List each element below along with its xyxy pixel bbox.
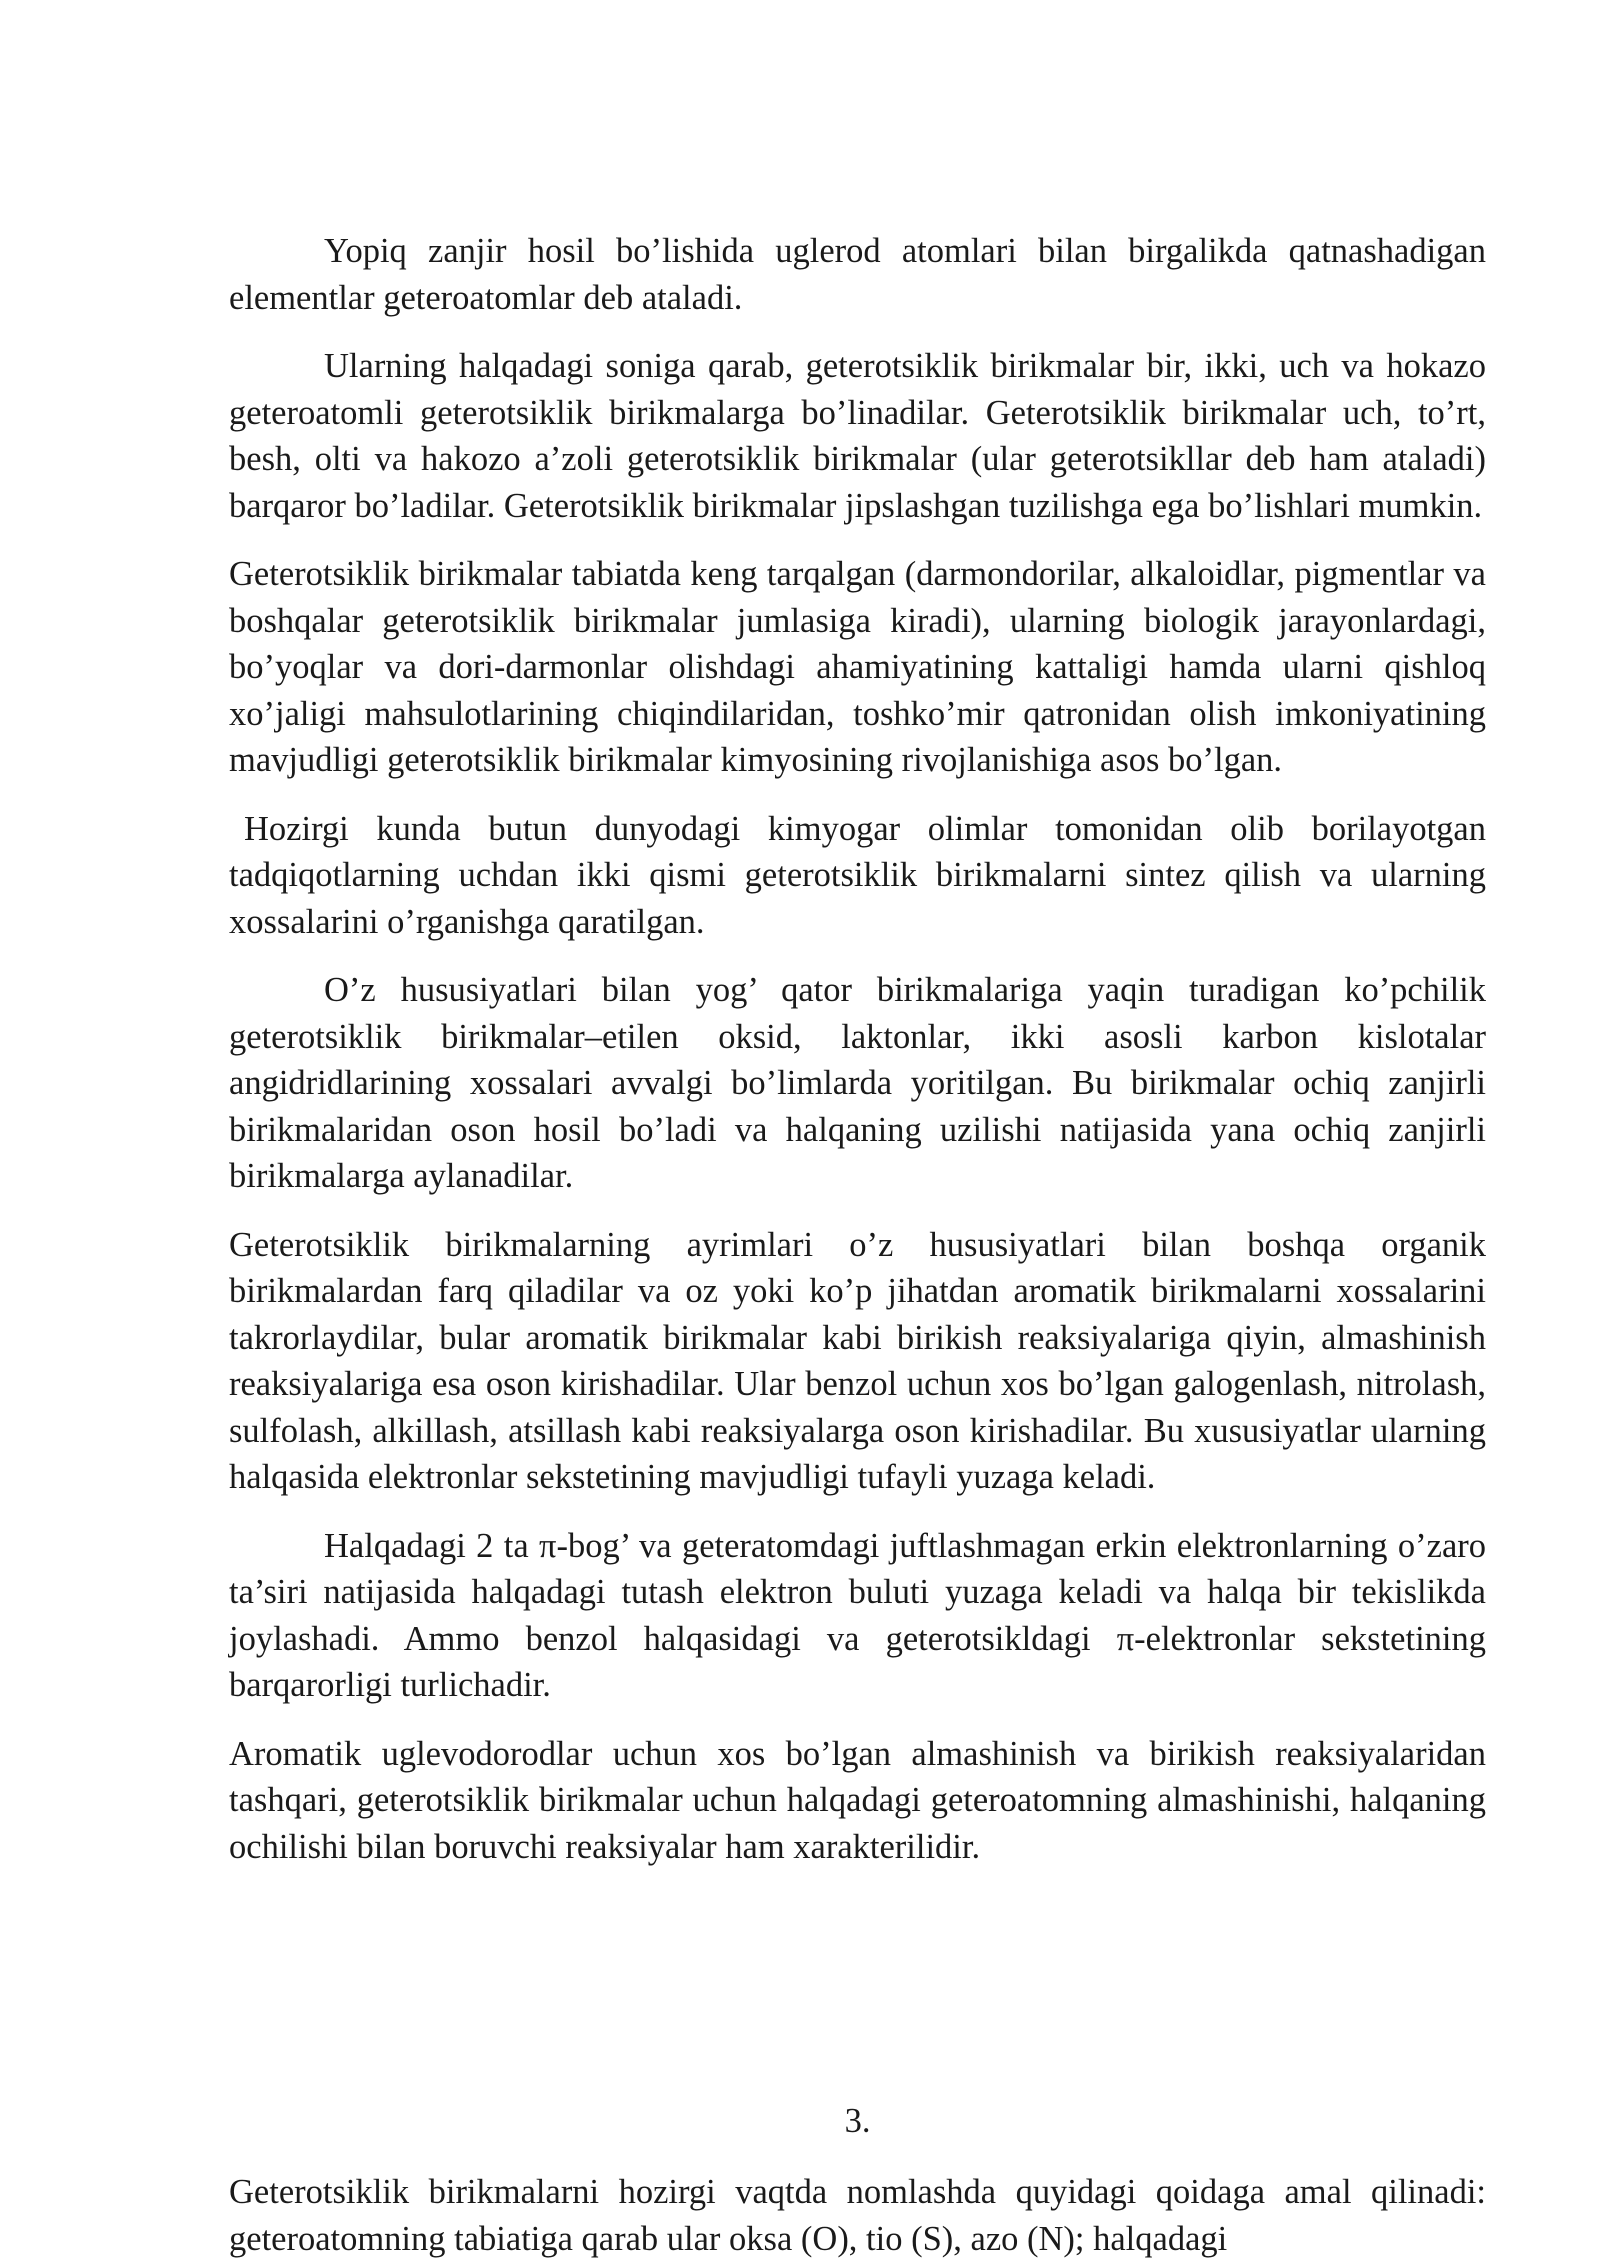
paragraph-aliphatic-like-heterocycles: O’z hususiyatlari bilan yog’ qator birikmalariga yaqin turadigan ko’pchilik geterotsiklik birikmalar–etilen oksid, laktonlar, ikki asosli karbon kislotalar angidridlarining xossalari avvalgi bo’limlarda yoritilgan. Bu birikmalar ochiq zanjirli birikmalaridan oson hosil bo’ladi va halqaning uzilishi natijasida yana ochiq zanjirli birikmalarga aylanadilar. — [229, 971, 1486, 1195]
paragraph-aromatic-properties: Geterotsiklik birikmalarning ayrimlari o’z hususiyatlari bilan boshqa organik birikmalardan farq qiladilar va oz yoki ko’p jihatdan aromatik birikmalarni xossalarini takrorlaydilar, bular aromatik birikmalar kabi birikish reaksiyalariga qiyin, almashinish reaksiyalariga esa oson kirishadilar. Ular benzol uchun xos bo’lgan galogenlash, nitrolash, sulfolash, alkillash, atsillash kabi reaksiyalarga oson kirishadilar. Bu xususiyatlar ularning halqasida elektronlar sekstetining mavjudligi tufayli yuzaga keladi. — [229, 1225, 1486, 1496]
paragraph-characteristic-reactions: Aromatik uglevodorodlar uchun xos bo’lgan almashinish va birikish reaksiyalaridan tashqari, geterotsiklik birikmalar uchun halqadagi geteroatomning almashinishi, halqaning ochilishi bilan boruvchi reaksiyalar ham xarakterilidir. — [229, 1734, 1486, 1866]
paragraph-nomenclature-rules: Geterotsiklik birikmalarni hozirgi vaqtda nomlashda quyidagi qoidaga amal qilinadi: geteroatomning tabiatiga qarab ular oksa (O), tio (S), azo (N); halqadagi — [229, 2173, 1486, 2258]
document-page — [229, 228, 1486, 2258]
section-number: 3. — [844, 2102, 871, 2140]
paragraph-current-research: Hozirgi kunda butun dunyodagi kimyogar olimlar tomonidan olib borilayotgan tadqiqotlarning uchdan ikki qismi geterotsiklik birikmalarni sintez qilish va ularning xossalarini o’rganishga qaratilgan. — [229, 809, 1486, 941]
paragraph-heterocycles-in-nature: Geterotsiklik birikmalar tabiatda keng tarqalgan (darmondorilar, alkaloidlar, pigmentlar va boshqalar geterotsiklik birikmalar jumlasiga kiradi), ularning biologik jarayonlardagi, bo’yoqlar va dori-darmonlar olishdagi ahamiyatining kattaligi hamda ularni qishloq xo’jaligi mahsulotlarining chiqindilaridan, toshko’mir qatronidan olish imkoniyatining mavjudligi geterotsiklik birikmalar kimyosining rivojlanishiga asos bo’lgan. — [229, 555, 1486, 779]
paragraph-heterocycle-classification: Ularning halqadagi soniga qarab, geterotsiklik birikmalar bir, ikki, uch va hokazo geteroatomli geterotsiklik birikmalarga bo’linadilar. Geterotsiklik birikmalar uch, to’rt, besh, olti va hakozo a’zoli geterotsiklik birikmalar (ular geterotsikllar deb ham ataladi) barqaror bo’ladilar. Geterotsiklik birikmalar jipslashgan tuzilishga ega bo’lishlari mumkin. — [229, 347, 1486, 525]
paragraph-heteroatoms-definition: Yopiq zanjir hosil bo’lishida uglerod atomlari bilan birgalikda qatnashadigan elementlar geteroatomlar deb ataladi. — [229, 232, 1486, 317]
paragraph-pi-electron-sextet: Halqadagi 2 ta π-bog’ va geteratomdagi juftlashmagan erkin elektronlarning o’zaro ta’siri natijasida halqadagi tutash elektron buluti yuzaga keladi va halqa bir tekislikda joylashadi. Ammo benzol halqasidagi va geterotsikldagi π-elektronlar sekstetining barqarorligi turlichadir. — [229, 1526, 1486, 1704]
